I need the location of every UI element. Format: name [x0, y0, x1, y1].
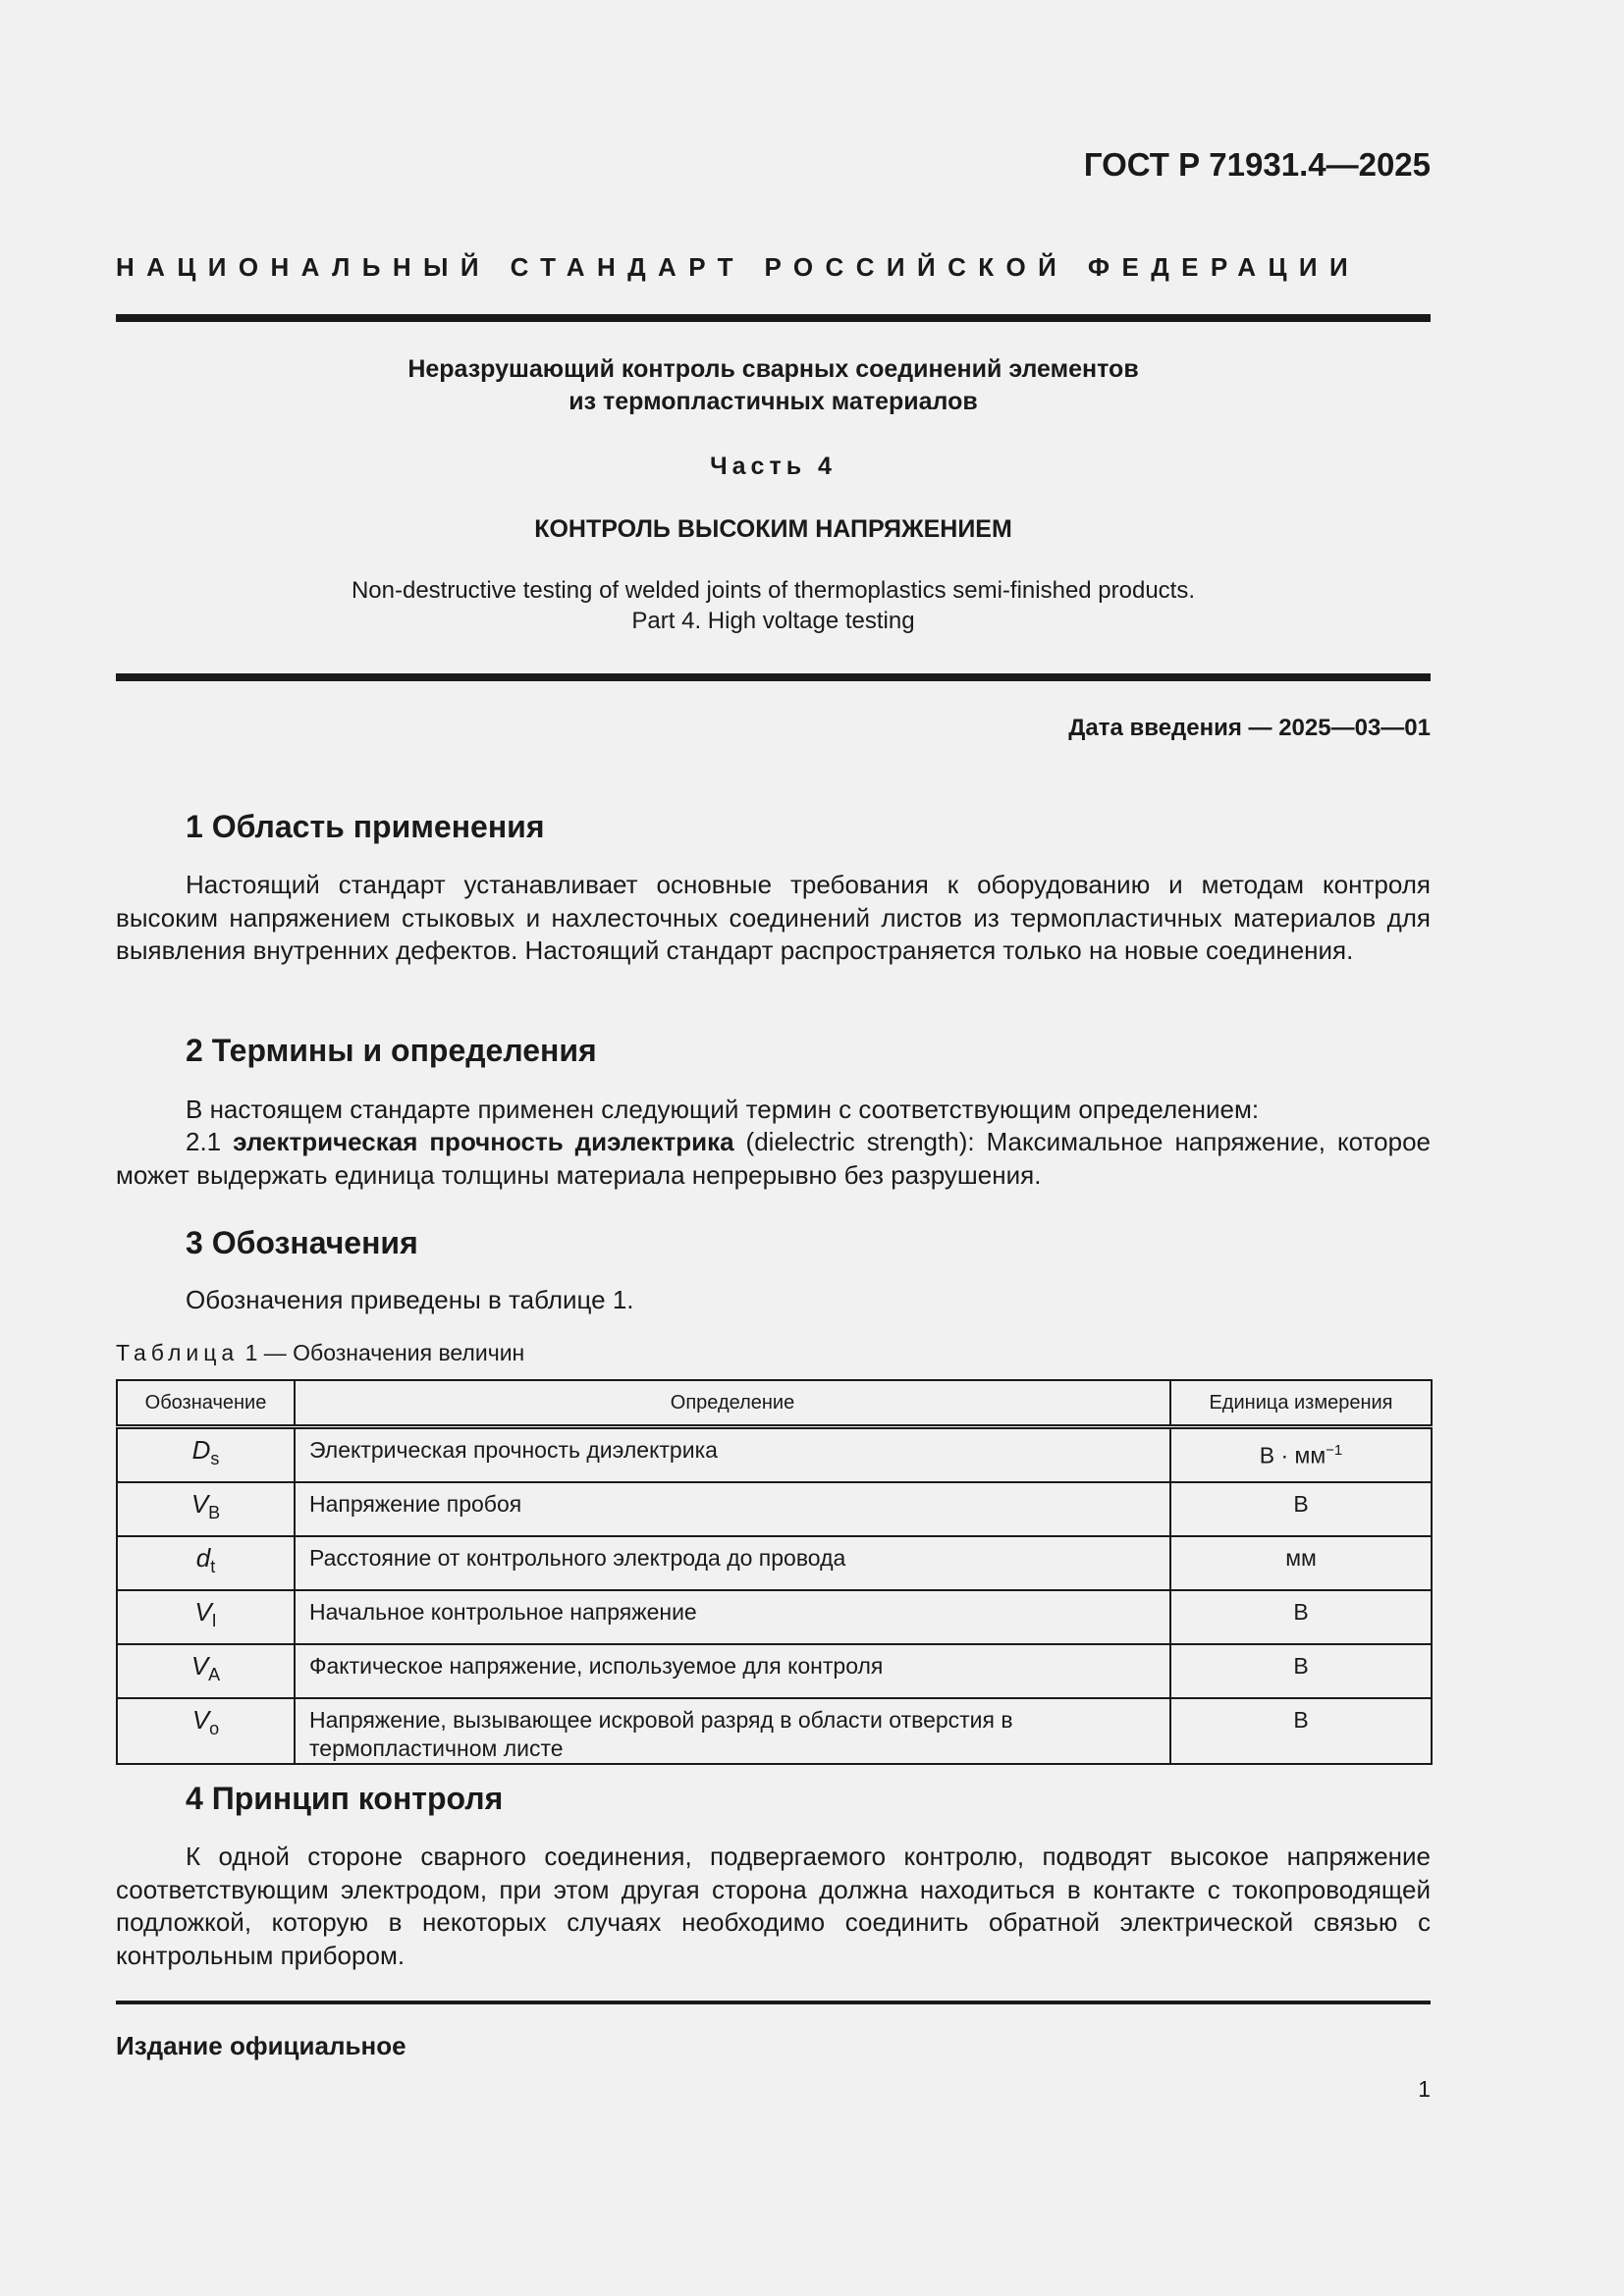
symbol: V	[194, 1597, 212, 1627]
table-row	[117, 1482, 1432, 1536]
symbol-cell	[117, 1644, 295, 1698]
unit: В · мм	[1259, 1442, 1326, 1468]
title-russian	[116, 353, 1431, 418]
title-english-line2: Part 4. High voltage testing	[631, 608, 915, 634]
table-header-row	[117, 1380, 1432, 1427]
term-english: (dielectric strength):	[745, 1127, 975, 1156]
header-rule	[116, 314, 1431, 322]
definition-cell: Фактическое напряжение, используемое для контроля	[295, 1644, 1170, 1698]
unit-cell: В	[1170, 1644, 1432, 1698]
symbols-table	[116, 1379, 1433, 1765]
section-3-text: Обозначения приведены в таблице 1.	[186, 1285, 634, 1314]
table-row	[117, 1698, 1432, 1764]
title-subtitle: КОНТРОЛЬ ВЫСОКИМ НАПРЯЖЕНИЕМ	[534, 515, 1012, 543]
symbol: V	[190, 1489, 209, 1519]
table-row	[117, 1590, 1432, 1644]
symbol-subscript: o	[209, 1719, 220, 1739]
section-4-heading: 4 Принцип контроля	[186, 1781, 504, 1816]
symbol-cell	[117, 1427, 295, 1483]
unit-cell: В	[1170, 1590, 1432, 1644]
section-1-text: Настоящий стандарт устанавливает основные требования к оборудованию и методам контроля высоким напряжением стыковых и нахлесточных соединений листов из термопластичных материалов для выявления внутренних дефектов. Настоящий стандарт распространяется только на новые соединения.	[116, 870, 1431, 965]
symbol-cell	[117, 1698, 295, 1764]
table-row	[117, 1536, 1432, 1590]
symbol: D	[191, 1435, 211, 1465]
section-4-text: К одной стороне сварного соединения, подвергаемого контролю, подводят высокое напряжение соответствующим электродом, при этом другая сторона должна находиться в контакте с токопроводящей подложкой, которую в некоторых случаях необходимо соединить обратной электрической связью с контрольным прибором.	[116, 1842, 1431, 1970]
section-2-text: В настоящем стандарте применен следующий термин с соответствующим определением:	[186, 1095, 1260, 1124]
definition-cell: Начальное контрольное напряжение	[295, 1590, 1170, 1644]
section-1-heading: 1 Область применения	[186, 809, 545, 844]
definition-cell: Напряжение пробоя	[295, 1482, 1170, 1536]
symbol-subscript: t	[210, 1557, 216, 1577]
table-caption	[116, 1338, 524, 1367]
table-row	[117, 1427, 1432, 1483]
symbol-subscript: B	[208, 1503, 221, 1523]
definition-cell: Электрическая прочность диэлектрика	[295, 1427, 1170, 1483]
table-row	[117, 1644, 1432, 1698]
symbol-cell	[117, 1536, 295, 1590]
symbol-subscript: A	[208, 1665, 221, 1685]
unit-exponent: −1	[1326, 1442, 1343, 1459]
footer-rule	[116, 2001, 1431, 2004]
table-caption-text: 1 — Обозначения величин	[244, 1340, 525, 1365]
part-label: Часть 4	[710, 453, 837, 480]
symbol: d	[195, 1543, 211, 1573]
section-3-heading: 3 Обозначения	[186, 1225, 418, 1260]
page-number: 1	[1418, 2076, 1431, 2102]
title-rule	[116, 673, 1431, 681]
title-english	[116, 575, 1431, 636]
header-unit: Единица измерения	[1170, 1380, 1432, 1427]
unit-cell	[1170, 1427, 1432, 1483]
title-english-line1: Non-destructive testing of welded joints of thermoplastics semi-finished products.	[351, 577, 1196, 604]
definition-cell: Напряжение, вызывающее искровой разряд в области отверстия в термопластичном листе	[295, 1698, 1170, 1764]
standard-designation: ГОСТ Р 71931.4—2025	[1083, 146, 1431, 183]
symbol: V	[191, 1705, 210, 1735]
symbol-subscript: I	[211, 1611, 217, 1631]
national-standard-banner: НАЦИОНАЛЬНЫЙ СТАНДАРТ РОССИЙСКОЙ ФЕДЕРАЦИИ	[116, 252, 1361, 282]
term-name: электрическая прочность диэлектрика	[233, 1127, 734, 1156]
term-definition-text: Максимальное напряжение, которое может выдержать единица толщины материала непрерывно без разрушения.	[116, 1127, 1431, 1190]
title-russian-line1: Неразрушающий контроль сварных соединений элементов	[407, 355, 1139, 383]
symbol-cell	[117, 1482, 295, 1536]
table-caption-label: Таблица	[116, 1340, 240, 1365]
symbol-cell	[117, 1590, 295, 1644]
unit-cell: В	[1170, 1482, 1432, 1536]
header-definition: Определение	[295, 1380, 1170, 1427]
title-russian-line2: из термопластичных материалов	[568, 388, 978, 415]
term-number: 2.1	[186, 1127, 222, 1156]
symbol: V	[190, 1651, 209, 1681]
unit-cell: мм	[1170, 1536, 1432, 1590]
unit-cell: В	[1170, 1698, 1432, 1764]
official-edition: Издание официальное	[116, 2031, 406, 2060]
definition-cell: Расстояние от контрольного электрода до провода	[295, 1536, 1170, 1590]
introduction-date: Дата введения — 2025—03—01	[1068, 715, 1431, 741]
term-definition	[116, 1126, 1431, 1192]
symbol-subscript: s	[210, 1449, 220, 1469]
section-2-heading: 2 Термины и определения	[186, 1033, 597, 1068]
header-symbol: Обозначение	[117, 1380, 295, 1427]
